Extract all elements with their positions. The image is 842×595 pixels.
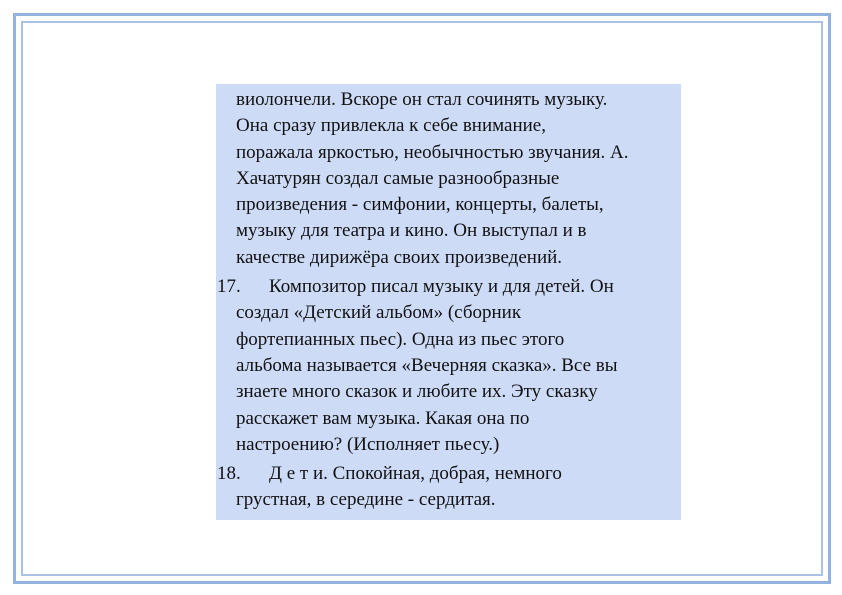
text-line: виолончели. Вскоре он стал сочинять музыку. [236,89,608,110]
text-line: поражала яркостью, необычностью звучания. А. [236,141,629,163]
text-line: качестве дирижёра своих произведений. [236,246,563,268]
text-line: Композитор писал музыку и для детей. Он [269,276,614,298]
text-line: альбома называется «Вечерняя сказка». Все вы [236,354,618,376]
text-line: музыку для театра и кино. Он выступал и в [236,220,587,242]
paragraph-continuation [216,87,681,271]
text-line: знаете много сказок и любите их. Эту сказку [236,381,598,403]
text-line: фортепианных пьес). Одна из пьес этого [236,328,565,350]
text-line: Она сразу привлекла к себе внимание, [236,115,546,137]
text-line: создал «Детский альбом» (сборник [236,302,522,324]
paragraph-number: 17. [217,276,241,298]
text-line: грустная, в середине - сердитая. [236,489,496,511]
text-line-first [236,461,679,487]
paragraph-18 [216,461,681,514]
text-line: Хачатурян создал самые разнообразные [236,167,560,189]
text-line: настроению? (Исполняет пьесу.) [236,433,500,455]
paragraph-number: 18. [217,463,241,485]
text-line-first [236,274,679,300]
text-line: Д е т и. Спокойная, добрая, немного [269,463,562,485]
paragraph-17 [216,274,681,458]
text-box [216,84,681,520]
text-line: расскажет вам музыка. Какая она по [236,407,530,429]
text-line: произведения - симфонии, концерты, балеты, [236,194,604,216]
